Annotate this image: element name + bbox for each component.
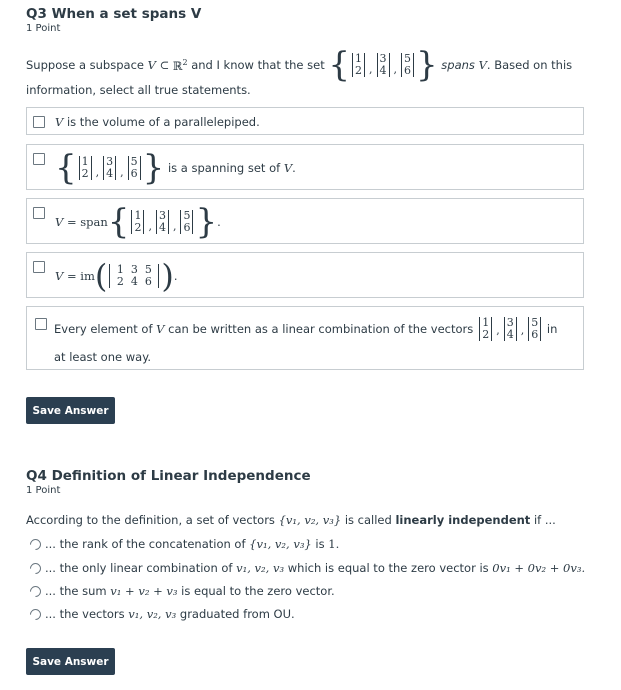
q4-option-4[interactable]: ... the vectors v₁, v₂, v₃ graduated from OU. — [30, 604, 295, 624]
q3-option-4-text: V = im ( 1 3 5 2 4 6 ) . — [55, 257, 178, 295]
q3-option-5-text-line2: at least one way. — [54, 350, 152, 364]
q3-option-5-text: Every element of V can be written as a linear combination of the vectors 1 2 , 3 4 , 5 6 in — [54, 316, 558, 341]
q3-title: Q3 When a set spans V — [26, 6, 202, 22]
q4-option-1-radio[interactable] — [28, 536, 44, 552]
q4-option-2[interactable]: ... the only linear combination of v₁, v₂, v₃ which is equal to the zero vector is 0v₁ + 0v₂ + 0v₃. — [30, 558, 585, 578]
q4-points: 1 Point — [26, 485, 61, 496]
q3-prompt-subset: ⊂ — [159, 58, 170, 72]
q3-option-2-checkbox[interactable] — [33, 153, 45, 165]
q3-option-1[interactable] — [26, 107, 584, 135]
q3-prompt — [26, 44, 596, 86]
q3-save-answer-button[interactable]: Save Answer — [26, 397, 115, 424]
q4-option-3-radio[interactable] — [28, 583, 44, 599]
q3-prompt-r2: ℝ$^2$ — [172, 57, 188, 73]
q3-prompt-b: and I know that the set — [191, 58, 325, 72]
q4-option-1[interactable]: ... the rank of the concatenation of {v₁, v₂, v₃} is 1. — [30, 534, 339, 554]
q3-option-5-checkbox[interactable] — [35, 318, 47, 330]
q3-prompt-d: information, select all true statements. — [26, 83, 251, 97]
q3-prompt-vector-set: { 1 2 , 3 4 , 5 6 } — [328, 45, 438, 85]
q4-save-answer-button[interactable]: Save Answer — [26, 648, 115, 675]
q3-option-2-text: { 1 2 , 3 4 , 5 6 } is a spanning set of V . — [55, 148, 296, 188]
q3-option-2[interactable] — [26, 144, 584, 190]
q3-prompt-a: Suppose a subspace — [26, 58, 144, 72]
matrix: 1 3 5 2 4 6 — [109, 264, 159, 288]
q3-option-1-checkbox[interactable] — [33, 116, 45, 128]
q3-option-3-text: V = span { 1 2 , 3 4 , 5 6 } . — [55, 202, 221, 242]
q3-option-4[interactable] — [26, 252, 584, 298]
q3-option-4-checkbox[interactable] — [33, 261, 45, 273]
vector-3: 5 6 — [401, 53, 414, 77]
q3-header — [26, 6, 586, 35]
q3-option-5[interactable] — [26, 306, 584, 370]
vector-1: 1 2 — [352, 53, 365, 77]
q4-option-2-radio[interactable] — [28, 560, 44, 576]
q3-prompt-v: V — [147, 58, 156, 72]
q3-prompt-c: . Based on this — [486, 58, 573, 72]
q4-header — [26, 468, 586, 497]
q4-option-4-radio[interactable] — [28, 606, 44, 622]
q3-option-1-text: V is the volume of a parallelepiped. — [55, 115, 260, 129]
vector-2: 3 4 — [377, 53, 390, 77]
q4-title: Q4 Definition of Linear Independence — [26, 468, 311, 484]
q3-option-3-checkbox[interactable] — [33, 207, 45, 219]
q3-prompt-v-end: V — [478, 58, 487, 72]
q4-prompt: According to the definition, a set of vectors {v₁, v₂, v₃} is called linearly independent if ... — [26, 513, 556, 527]
q3-prompt-spans: spans — [441, 58, 475, 72]
q3-points: 1 Point — [26, 23, 61, 34]
q3-option-3[interactable] — [26, 198, 584, 244]
q4-option-3[interactable]: ... the sum v₁ + v₂ + v₃ is equal to the zero vector. — [30, 581, 335, 601]
